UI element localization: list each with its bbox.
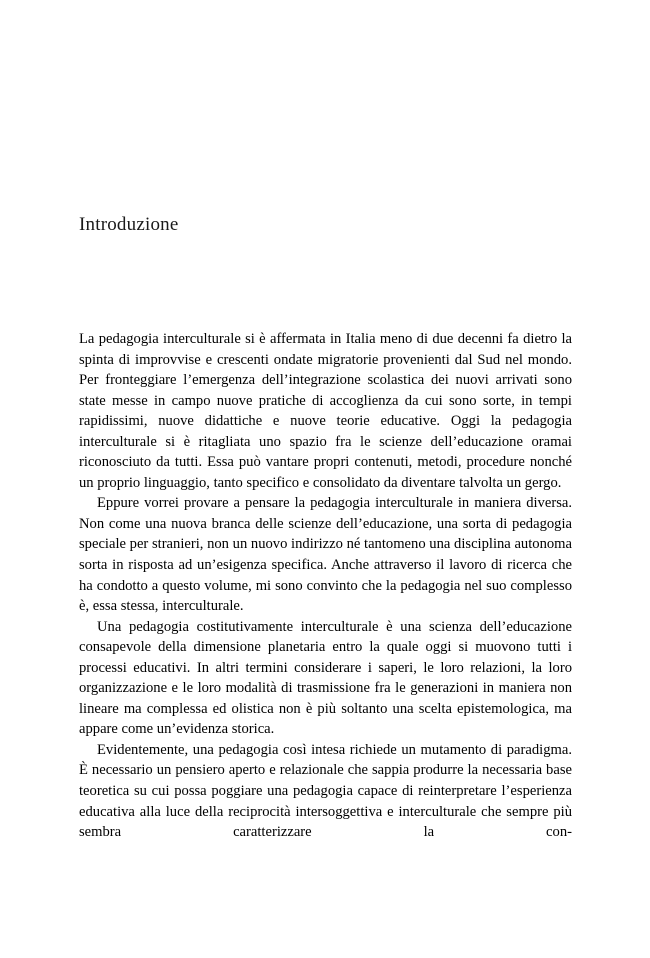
paragraph: Evidentemente, una pedagogia così intesa richiede un mutamento di paradigma. È necessario un pensiero aperto e relazionale che sappia produrre la necessaria base teoretica su cui possa poggiare una pedagogia capace di reinterpretare l’esperienza educativa alla luce della reciprocità intersoggettiva e interculturale che sempre più sembra caratterizzare la con- xyxy=(79,741,572,841)
paragraph: Eppure vorrei provare a pensare la pedagogia interculturale in maniera diversa. Non come una nuova branca delle scienze dell’educazione, una sorta di pedagogia speciale per stranieri, non un nuovo indirizzo né tantomeno una disciplina autonoma sorta in risposta ad un’esigenza specifica. Anche attraverso il lavoro di ricerca che ha condotto a questo volume, mi sono convinto che la pedagogia nel suo complesso è, essa stessa, interculturale. xyxy=(79,495,572,615)
paragraph: La pedagogia interculturale si è affermata in Italia meno di due decenni fa dietro la spinta di improvvise e crescenti ondate migratorie provenienti dal Sud nel mondo. Per fronteggiare l’emergenza dell’integrazione scolastica dei nuovi arrivati sono state messe in campo nuove pratiche di accoglienza da cui sono sorte, in tempi rapidissimi, nuove didattiche e nuove teorie educative. Oggi la pedagogia interculturale si è ritagliata uno spazio fra le scienze dell’educazione oramai riconosciuto da tutti. Essa può vantare propri contenuti, metodi, procedure nonché un proprio linguaggio, tanto specifico e consolidato da diventare talvolta un gergo. xyxy=(79,331,572,491)
page-title: Introduzione xyxy=(79,214,179,235)
paragraph: Una pedagogia costitutivamente interculturale è una scienza dell’educazione consapevole della dimensione planetaria entro la quale oggi si muovono tutti i processi educativi. In altri termini considerare i saperi, le loro relazioni, la loro organizzazione e le loro modalità di trasmissione fra le generazioni in maniera non lineare ma complessa ed olistica non è più soltanto una scelta epistemologica, ma appare come un’evidenza storica. xyxy=(79,618,572,738)
body-text-block xyxy=(79,329,572,843)
